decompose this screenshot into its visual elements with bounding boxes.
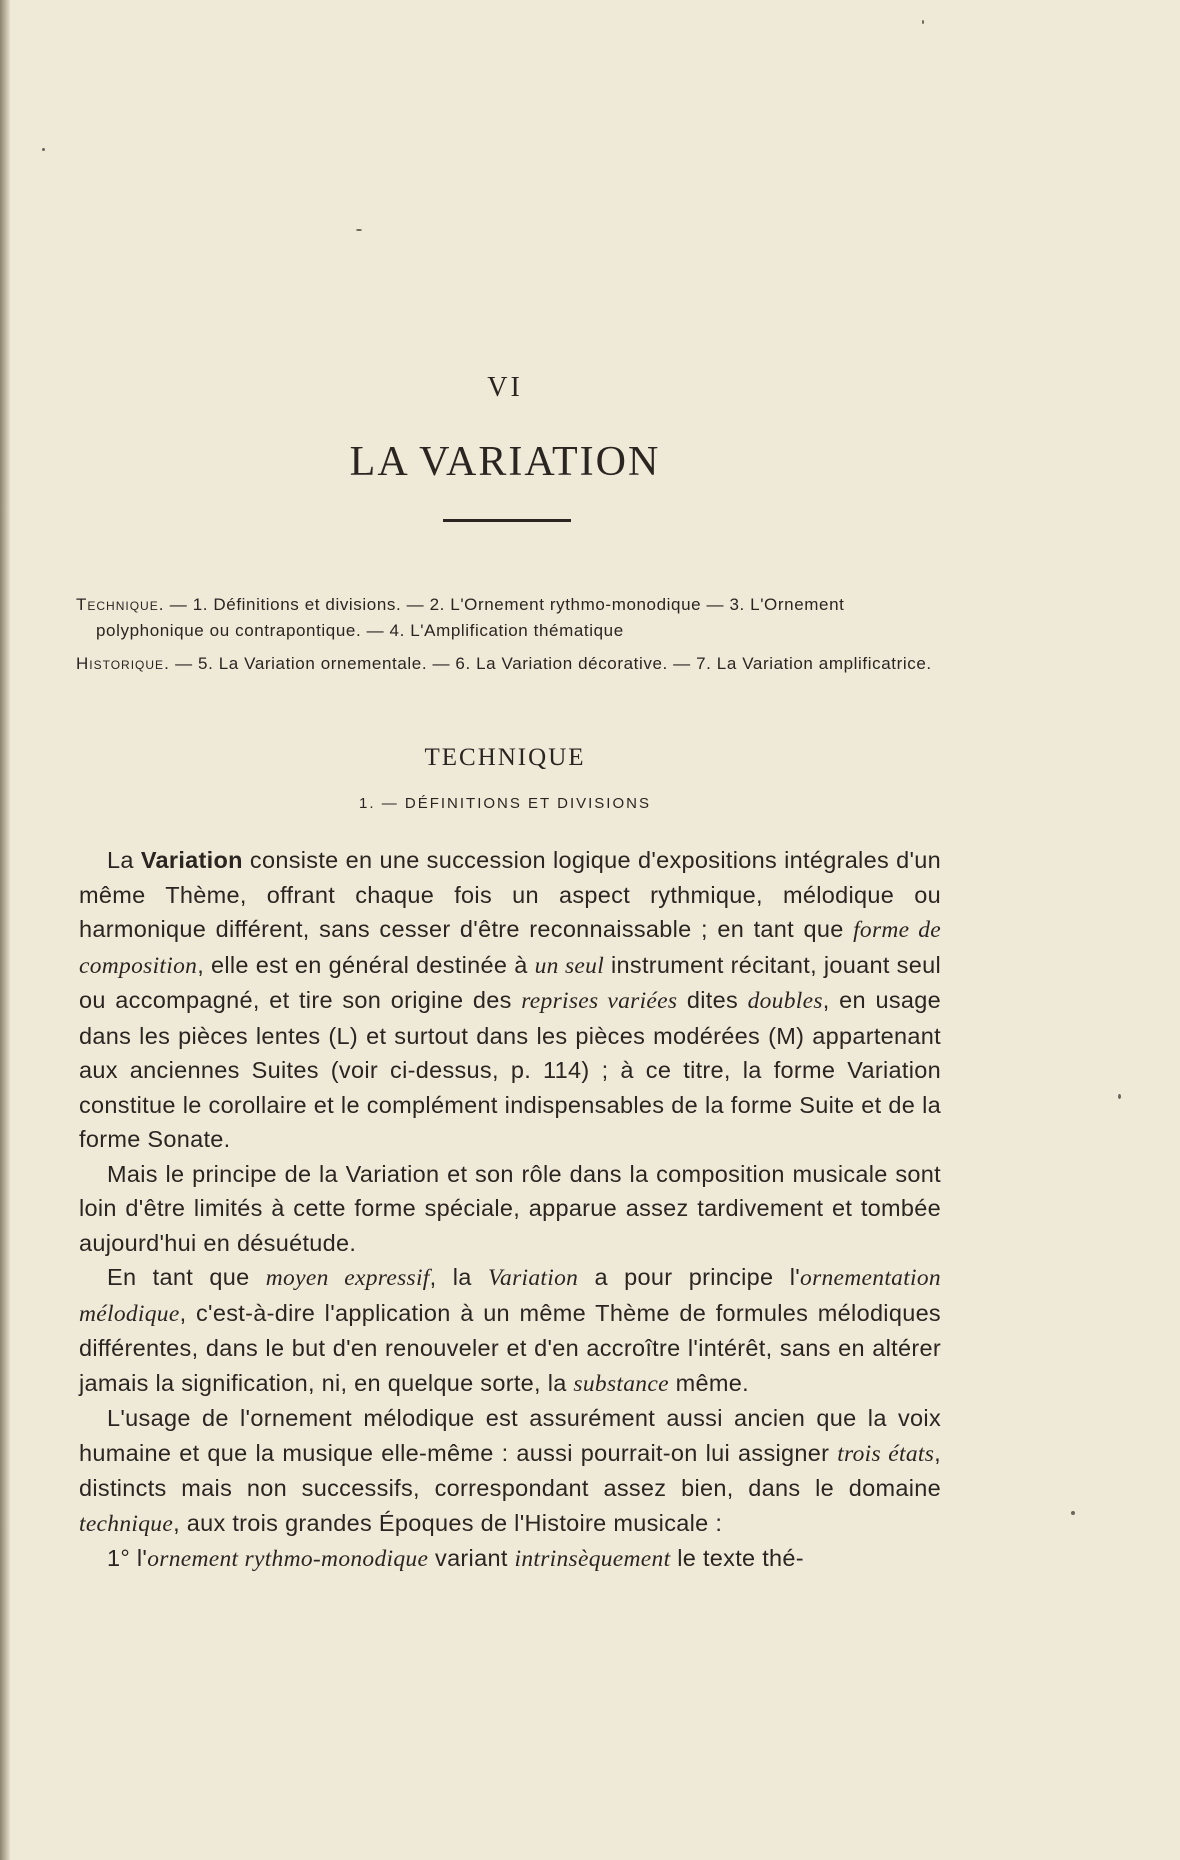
page-speck	[922, 20, 924, 24]
page-speck	[1118, 1094, 1121, 1099]
summary-technique-label: Technique.	[76, 595, 165, 614]
p3-text-a: En tant que	[107, 1264, 266, 1290]
p1-text-a: La	[107, 847, 141, 873]
paragraph-3	[79, 1260, 941, 1401]
paragraph-2: Mais le principe de la Variation et son rôle dans la composition musicale sont loin d'être limités à cette forme spéciale, apparue assez tardivement et tombée aujourd'hui en désuétude.	[79, 1160, 941, 1256]
p1-em-reprises: reprises variées	[521, 988, 678, 1014]
summary-technique-items: — 1. Définitions et divisions. — 2. L'Ornement rythmo-monodique — 3. L'Ornement polyphonique ou contrapontique. — 4. L'Amplification thématique	[96, 595, 845, 640]
summary-technique	[76, 592, 936, 644]
chapter-summary-historique	[76, 651, 936, 677]
p3-text-i: même.	[668, 1369, 749, 1396]
p3-text-c: , la	[429, 1264, 488, 1290]
p4-em-trois-etats: trois états	[837, 1440, 935, 1467]
p1-term-variation: Variation	[140, 847, 243, 873]
p5-em-intrinsequement: intrinsèquement	[514, 1546, 671, 1572]
chapter-number: VI	[487, 372, 523, 403]
p5-em-ornement: ornement rythmo-monodique	[147, 1546, 429, 1572]
p4-text-c: , distincts mais non successifs, correspondant assez bien, dans le domaine	[79, 1439, 941, 1501]
subsection-heading: 1. — DÉFINITIONS ET DIVISIONS	[359, 795, 651, 812]
body-text	[79, 843, 941, 1577]
p3-em-variation: Variation	[487, 1265, 579, 1291]
p3-text-g: , c'est-à-dire l'application à un même Thème de formules mélodiques différentes, dans le but d'en renouveler et d'en accroître l'intérêt, sans en altérer jamais la signification, ni, en quelque sorte, la	[79, 1299, 941, 1396]
page-speck	[1071, 1511, 1075, 1515]
p1-text-g: instrument récitant, jouant seul ou accompagné, et tire son origine des	[79, 951, 941, 1013]
p5-text-c: variant	[428, 1545, 515, 1571]
p1-text-e: , elle est en général destinée à	[197, 951, 535, 978]
p1-em-doubles: doubles	[747, 988, 823, 1014]
p4-em-technique: technique	[79, 1510, 174, 1537]
p4-text-e: , aux trois grandes Époques de l'Histoire musicale :	[173, 1509, 723, 1536]
p5-text-a: 1° l'	[107, 1545, 148, 1571]
p1-em-forme: forme de composition	[79, 917, 942, 979]
summary-historique-items: — 5. La Variation ornementale. — 6. La Variation décorative. — 7. La Variation amplificatrice.	[175, 654, 932, 673]
summary-historique	[76, 651, 936, 677]
p1-text-c: consiste en une succession logique d'expositions intégrales d'un même Thème, offrant chaque fois un aspect rythmique, mélodique ou harmonique différent, sans cesser d'être reconnaissable ; en tant que	[79, 847, 941, 942]
p3-em-moyen: moyen expressif	[265, 1265, 430, 1291]
page-speck	[42, 148, 45, 151]
p1-em-un-seul: un seul	[534, 952, 605, 979]
paragraph-4	[79, 1401, 941, 1541]
page-binding-edge	[0, 0, 10, 1860]
page-speck	[356, 229, 362, 231]
p3-text-e: a pour principe l'	[578, 1264, 801, 1290]
p4-text-a: L'usage de l'ornement mélodique est assurément aussi ancien que la voix humaine et que la musique elle-même : aussi pourrait-on lui assigner	[79, 1405, 941, 1466]
summary-historique-label: Historique.	[76, 654, 170, 673]
chapter-title: LA VARIATION	[349, 439, 661, 485]
section-heading: TECHNIQUE	[424, 744, 586, 771]
title-rule	[443, 519, 571, 522]
p3-em-substance: substance	[573, 1370, 669, 1397]
paragraph-1	[79, 843, 941, 1157]
p1-text-k: , en usage dans les pièces lentes (L) et surtout dans les pièces modérées (M) appartenant aux anciennes Suites (voir ci-dessus, p. 114) ; à ce titre, la forme Variation constitue le corollaire et le complément indispensables de la forme Suite et de la forme Sonate.	[79, 987, 941, 1152]
p3-em-ornementation: ornementation mélodique	[79, 1265, 941, 1327]
paragraph-5	[79, 1541, 941, 1577]
chapter-summary	[76, 592, 936, 644]
p5-text-e: le texte thé-	[670, 1545, 804, 1571]
p1-text-i: dites	[677, 987, 748, 1013]
